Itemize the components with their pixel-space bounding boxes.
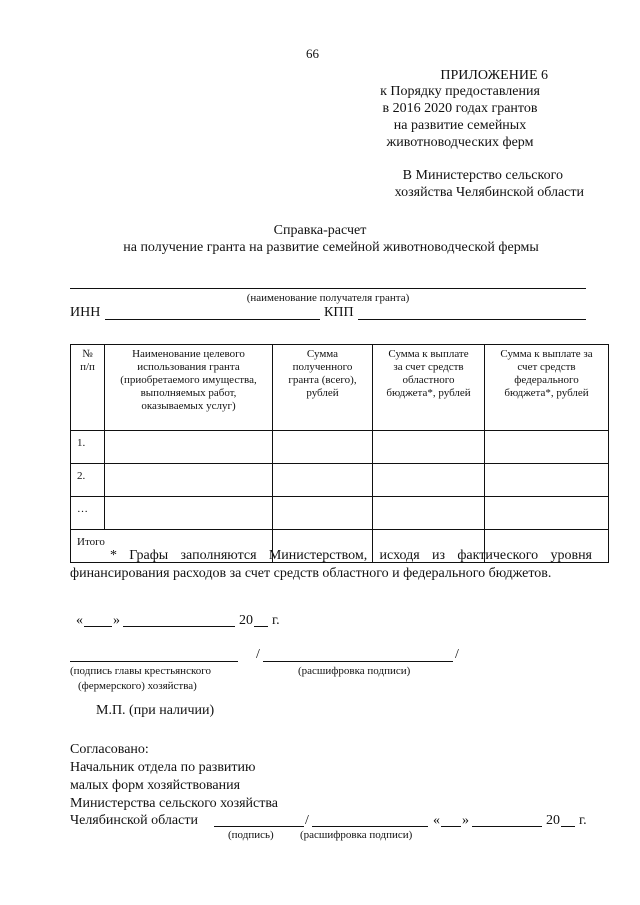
table-cell[interactable] xyxy=(105,497,273,530)
appendix-line-2: в 2016 2020 годах грантов xyxy=(382,101,538,116)
addressee-line-1: В Министерство сельского xyxy=(402,168,563,183)
kpp-label: КПП xyxy=(324,305,354,320)
header-purpose: Наименование целевого использования гранта (приобретаемого имущества, выполняемых работ, оказываемых услуг) xyxy=(105,345,273,431)
table-cell[interactable] xyxy=(273,464,373,497)
table-cell[interactable] xyxy=(373,497,485,530)
header-regional-budget: Сумма к выплате за счет средств областного бюджета*, рублей xyxy=(373,345,485,431)
grant-table xyxy=(70,344,609,563)
table-cell[interactable] xyxy=(273,431,373,464)
approval-quote-close: » xyxy=(462,813,469,828)
inn-label: ИНН xyxy=(70,305,101,320)
approval-line-3: Министерства сельского хозяйства xyxy=(70,796,279,811)
approval-year-field[interactable] xyxy=(561,826,575,827)
signature-slash-right: / xyxy=(455,647,459,662)
addressee-line-2: хозяйства Челябинской области xyxy=(394,185,584,200)
appendix-line-4: животноводческих ферм xyxy=(386,135,534,150)
date-quote-open: « xyxy=(76,613,83,628)
table-cell[interactable] xyxy=(485,431,609,464)
date-day-field[interactable] xyxy=(84,626,112,627)
approval-slash: / xyxy=(305,813,309,828)
table-cell[interactable] xyxy=(373,431,485,464)
signature-slash-left: / xyxy=(256,647,260,662)
table-row xyxy=(71,497,609,530)
approval-caption-decode: (расшифровка подписи) xyxy=(300,829,413,841)
approval-year-suffix: г. xyxy=(579,813,587,828)
date-year-suffix: г. xyxy=(272,613,280,628)
page-number: 66 xyxy=(306,46,319,61)
header-number: № п/п xyxy=(71,345,105,431)
recipient-name-line[interactable] xyxy=(70,288,586,289)
table-cell[interactable] xyxy=(273,497,373,530)
approval-line-2: малых форм хозяйствования xyxy=(70,778,241,793)
appendix-title: ПРИЛОЖЕНИЕ 6 xyxy=(440,68,548,83)
approval-signature-field[interactable] xyxy=(214,826,304,827)
signature-decode-field[interactable] xyxy=(263,661,453,662)
approval-line-1: Начальник отдела по развитию xyxy=(70,760,256,775)
approval-day-field[interactable] xyxy=(441,826,461,827)
date-quote-close: » xyxy=(113,613,120,628)
approval-month-field[interactable] xyxy=(472,826,542,827)
approval-caption-sign: (подпись) xyxy=(228,829,274,841)
table-cell[interactable] xyxy=(485,464,609,497)
table-row xyxy=(71,431,609,464)
appendix-line-1: к Порядку предоставления xyxy=(380,84,540,99)
kpp-field[interactable] xyxy=(358,319,586,320)
table-cell[interactable] xyxy=(105,464,273,497)
table-cell[interactable] xyxy=(485,497,609,530)
approval-decode-field[interactable] xyxy=(312,826,428,827)
signature-caption-right: (расшифровка подписи) xyxy=(298,665,411,677)
signature-caption-left-2: (фермерского) хозяйства) xyxy=(78,680,197,692)
row-number: 1. xyxy=(71,431,105,464)
stamp-note: М.П. (при наличии) xyxy=(96,703,215,718)
approval-year-prefix: 20 xyxy=(546,813,560,828)
document-title: Справка-расчет xyxy=(273,223,367,238)
header-federal-budget: Сумма к выплате за счет средств федерального бюджета*, рублей xyxy=(485,345,609,431)
table-header-row xyxy=(71,345,609,431)
row-number: 2. xyxy=(71,464,105,497)
table-cell[interactable] xyxy=(373,464,485,497)
row-number: … xyxy=(71,497,105,530)
date-year-prefix: 20 xyxy=(239,613,253,628)
footnote: * Графы заполняются Министерством, исходя из фактического уровня финансирования расходов за счет средств областного и федерального бюджетов. xyxy=(70,548,592,581)
appendix-line-3: на развитие семейных xyxy=(393,118,527,133)
recipient-caption: (наименование получателя гранта) xyxy=(246,292,410,304)
table-row xyxy=(71,464,609,497)
date-year-field[interactable] xyxy=(254,626,268,627)
signature-caption-left-1: (подпись главы крестьянского xyxy=(70,665,211,677)
approval-line-4: Челябинской области xyxy=(70,813,198,828)
approval-label: Согласовано: xyxy=(70,742,149,757)
table-cell[interactable] xyxy=(105,431,273,464)
document-subtitle: на получение гранта на развитие семейной животноводческой фермы xyxy=(123,240,539,255)
inn-field[interactable] xyxy=(105,319,320,320)
approval-quote-open: « xyxy=(433,813,440,828)
header-total-amount: Сумма полученного гранта (всего), рублей xyxy=(273,345,373,431)
total-label: Итого xyxy=(71,530,273,563)
date-month-field[interactable] xyxy=(123,626,235,627)
signature-field[interactable] xyxy=(70,661,238,662)
